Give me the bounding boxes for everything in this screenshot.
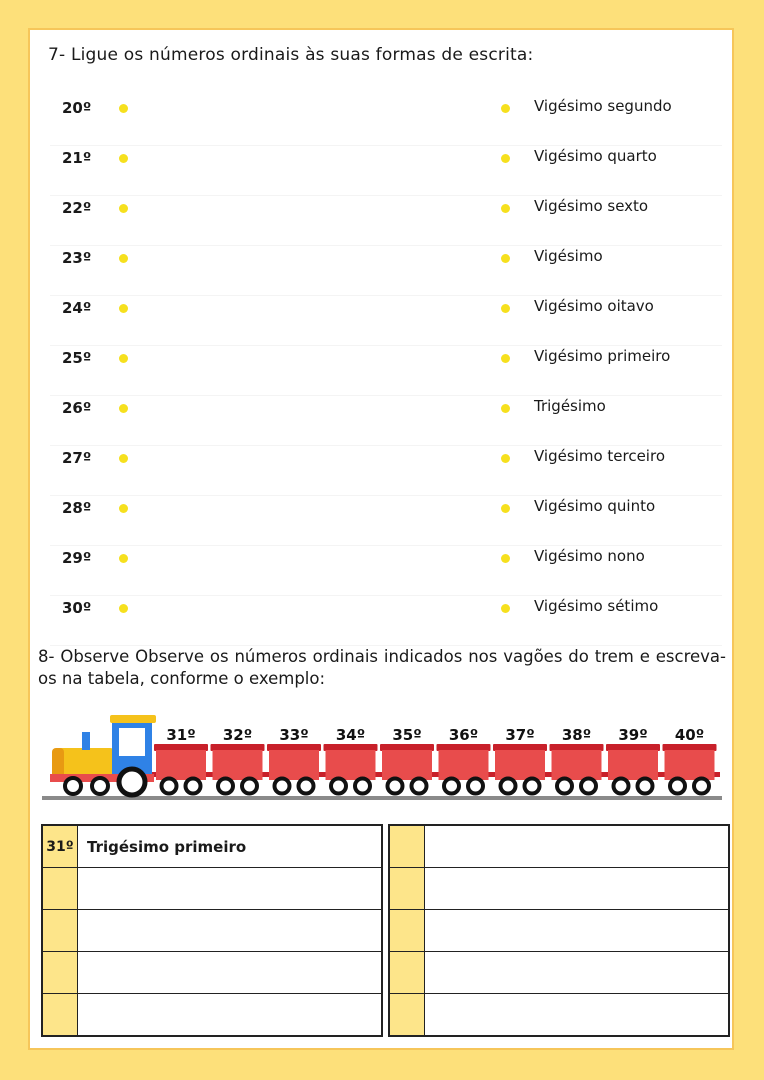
wagon-wheel: [412, 779, 427, 794]
right-connect-dot[interactable]: [501, 454, 510, 463]
wagon-label: 37º: [505, 726, 535, 744]
wagon-label: 33º: [279, 726, 309, 744]
wagon-wheel: [670, 779, 685, 794]
ordinal-word: Vigésimo nono: [534, 547, 645, 565]
ordinal-word: Vigésimo terceiro: [534, 447, 665, 465]
matching-row: [50, 245, 722, 296]
wagon-wheel: [557, 779, 572, 794]
ordinal-word: Vigésimo sexto: [534, 197, 649, 215]
wagon-roof: [324, 744, 378, 751]
ordinal-cell[interactable]: [42, 952, 78, 994]
matching-row: [50, 95, 722, 146]
written-form-cell[interactable]: [425, 952, 730, 994]
right-connect-dot[interactable]: [501, 604, 510, 613]
wagon-wheel: [614, 779, 629, 794]
ordinal-cell[interactable]: [389, 868, 425, 910]
left-connect-dot[interactable]: [119, 204, 128, 213]
matching-row: [50, 195, 722, 246]
left-connect-dot[interactable]: [119, 554, 128, 563]
wagon-body: [552, 750, 602, 780]
answer-table-left: [41, 824, 383, 1037]
wagon-roof: [154, 744, 208, 751]
matching-row: [50, 595, 722, 646]
wagon-wheel: [186, 779, 201, 794]
written-form-cell[interactable]: Trigésimo primeiro: [78, 825, 383, 868]
matching-row: [50, 295, 722, 346]
ordinal-cell[interactable]: 31º: [42, 825, 78, 868]
wagon: [606, 726, 660, 794]
wagon-label: 31º: [166, 726, 196, 744]
table-row: [389, 825, 729, 868]
wagon: [550, 726, 604, 794]
left-connect-dot[interactable]: [119, 454, 128, 463]
wagon: [267, 726, 321, 794]
right-connect-dot[interactable]: [501, 154, 510, 163]
left-connect-dot[interactable]: [119, 604, 128, 613]
wagon-wheel: [242, 779, 257, 794]
right-connect-dot[interactable]: [501, 304, 510, 313]
left-connect-dot[interactable]: [119, 504, 128, 513]
wagon-body: [213, 750, 263, 780]
wagon-wheel: [218, 779, 233, 794]
ordinal-number: 30º: [62, 599, 92, 617]
question-7-title: 7- Ligue os números ordinais às suas formas de escrita:: [48, 45, 534, 65]
ordinal-cell[interactable]: [42, 868, 78, 910]
ordinal-word: Vigésimo quarto: [534, 147, 657, 165]
table-row: [42, 825, 382, 868]
wagon-wheel: [275, 779, 290, 794]
wagon-body: [269, 750, 319, 780]
wagon-roof: [437, 744, 491, 751]
table-row: [389, 868, 729, 910]
wagon-body: [156, 750, 206, 780]
wagon-body: [665, 750, 715, 780]
wagon-label: 32º: [222, 726, 253, 744]
left-connect-dot[interactable]: [119, 154, 128, 163]
wagon-label: 36º: [448, 726, 479, 744]
ordinal-cell[interactable]: [389, 910, 425, 952]
table-row: [42, 910, 382, 952]
matching-row: [50, 545, 722, 596]
wagon: [211, 726, 265, 794]
table-row: [389, 952, 729, 994]
wagon-label: 39º: [618, 726, 648, 744]
wagon-label: 38º: [561, 726, 592, 744]
matching-row: [50, 145, 722, 196]
ordinal-cell[interactable]: [389, 825, 425, 868]
ordinal-number: 28º: [62, 499, 92, 517]
wagon-wheel: [355, 779, 370, 794]
wagon-roof: [380, 744, 434, 751]
wagon-wheel: [388, 779, 403, 794]
written-form-cell[interactable]: [78, 994, 383, 1037]
written-form-cell[interactable]: [425, 994, 730, 1037]
right-connect-dot[interactable]: [501, 554, 510, 563]
left-connect-dot[interactable]: [119, 254, 128, 263]
written-form-cell[interactable]: [78, 952, 383, 994]
written-form-cell[interactable]: [425, 868, 730, 910]
wagon: [324, 726, 378, 794]
wagon-wheel: [444, 779, 459, 794]
wagon-wheel: [525, 779, 540, 794]
written-form-cell[interactable]: [425, 910, 730, 952]
matching-row: [50, 495, 722, 546]
left-connect-dot[interactable]: [119, 404, 128, 413]
wagon-wheel: [299, 779, 314, 794]
right-connect-dot[interactable]: [501, 504, 510, 513]
wagon-body: [608, 750, 658, 780]
right-connect-dot[interactable]: [501, 254, 510, 263]
train-illustration: [0, 710, 764, 810]
ordinal-number: 25º: [62, 349, 92, 367]
left-connect-dot[interactable]: [119, 104, 128, 113]
matching-row: [50, 395, 722, 446]
right-connect-dot[interactable]: [501, 204, 510, 213]
ordinal-number: 24º: [62, 299, 92, 317]
table-row: [389, 994, 729, 1037]
left-connect-dot[interactable]: [119, 354, 128, 363]
written-form-cell[interactable]: [78, 910, 383, 952]
ordinal-number: 26º: [62, 399, 92, 417]
ordinal-word: Vigésimo sétimo: [534, 597, 659, 615]
wagon-wheel: [501, 779, 516, 794]
ordinal-number: 29º: [62, 549, 92, 567]
ordinal-cell[interactable]: [389, 994, 425, 1037]
table-row: [42, 952, 382, 994]
wagon-body: [382, 750, 432, 780]
right-connect-dot[interactable]: [501, 354, 510, 363]
wagon-roof: [211, 744, 265, 751]
matching-row: [50, 445, 722, 496]
wagon-wheel: [638, 779, 653, 794]
wagon-label: 34º: [335, 726, 366, 744]
ordinal-word: Vigésimo segundo: [534, 97, 672, 115]
wagon-label: 35º: [392, 726, 422, 744]
wagon-roof: [267, 744, 321, 751]
ordinal-cell[interactable]: [42, 994, 78, 1037]
written-form-cell[interactable]: [78, 868, 383, 910]
ordinal-number: 21º: [62, 149, 92, 167]
ordinal-word: Vigésimo primeiro: [534, 347, 671, 365]
wagon-label: 40º: [674, 726, 705, 744]
right-connect-dot[interactable]: [501, 404, 510, 413]
left-connect-dot[interactable]: [119, 304, 128, 313]
wagon-roof: [550, 744, 604, 751]
table-row: [389, 910, 729, 952]
ordinal-word: Vigésimo quinto: [534, 497, 656, 515]
wagon-wheel: [331, 779, 346, 794]
table-row: [42, 868, 382, 910]
wagon-body: [326, 750, 376, 780]
wagon-wheel: [468, 779, 483, 794]
matching-row: [50, 345, 722, 396]
ordinal-word: Vigésimo: [534, 247, 603, 265]
wagon-roof: [663, 744, 717, 751]
ordinal-cell[interactable]: [389, 952, 425, 994]
ordinal-cell[interactable]: [42, 910, 78, 952]
ordinal-number: 20º: [62, 99, 92, 117]
wagon: [493, 726, 547, 794]
wagon: [437, 726, 491, 794]
ordinal-number: 27º: [62, 449, 92, 467]
written-form-cell[interactable]: [425, 825, 730, 868]
wagon-body: [439, 750, 489, 780]
table-row: [42, 994, 382, 1037]
ordinal-word: Trigésimo: [534, 397, 606, 415]
wagon: [154, 726, 208, 794]
wagon-wheel: [694, 779, 709, 794]
ordinal-number: 22º: [62, 199, 92, 217]
wagon-roof: [493, 744, 547, 751]
wagon-body: [495, 750, 545, 780]
wagon-roof: [606, 744, 660, 751]
wagon-wheel: [162, 779, 177, 794]
question-8-title: 8- Observe Observe os números ordinais indicados nos vagões do trem e escreva-os na tabela, conforme o exemplo:: [38, 647, 726, 688]
right-connect-dot[interactable]: [501, 104, 510, 113]
track: [42, 796, 722, 800]
ordinal-number: 23º: [62, 249, 92, 267]
answer-table-right: [388, 824, 730, 1037]
wagon: [663, 726, 717, 794]
wagon: [380, 726, 434, 794]
ordinal-word: Vigésimo oitavo: [534, 297, 654, 315]
wagon-wheel: [581, 779, 596, 794]
